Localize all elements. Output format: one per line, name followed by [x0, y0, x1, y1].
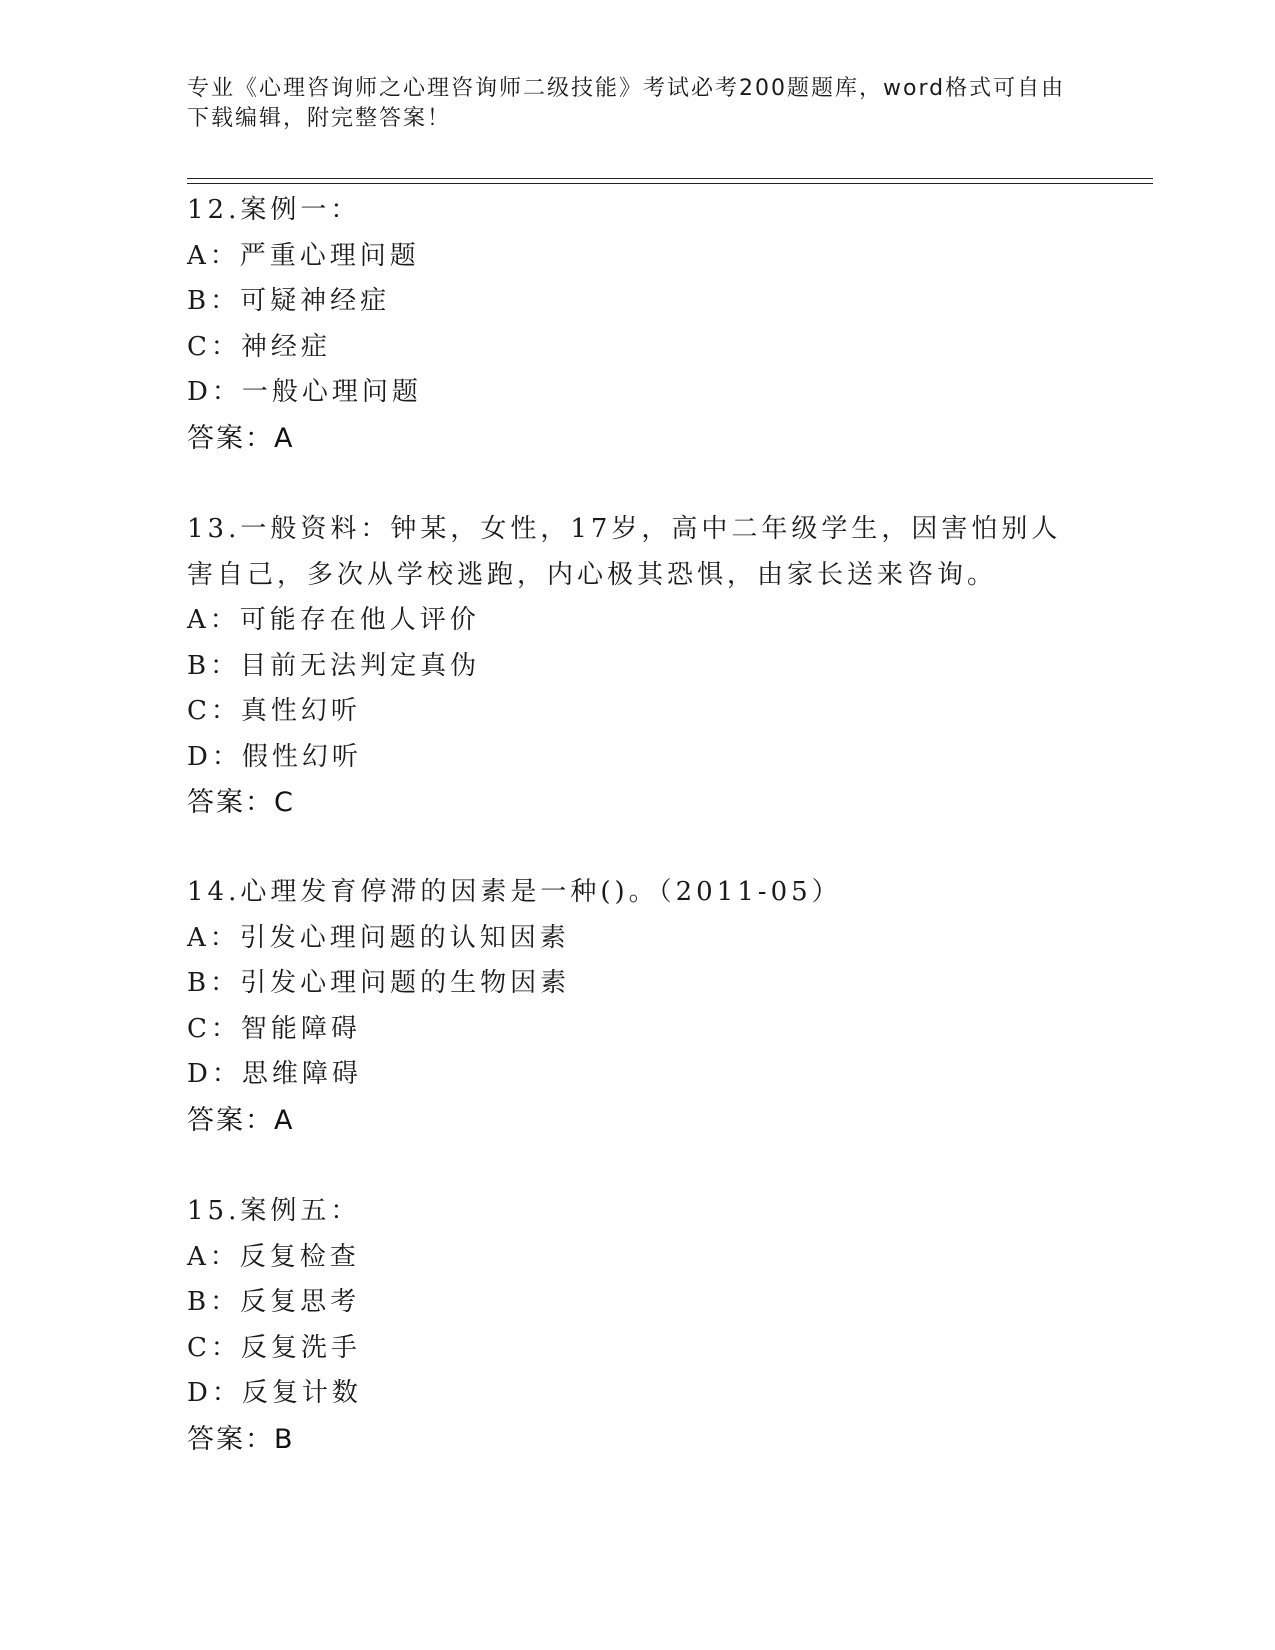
document-header: 专业《心理咨询师之心理咨询师二级技能》考试必考200题题库，word格式可自由下载编辑，附完整答案！: [187, 76, 1066, 131]
header-divider-top: [187, 178, 1153, 179]
answer-label: 答案：B: [187, 1423, 295, 1455]
option-d: D：一般心理问题: [187, 377, 422, 407]
option-c: C：神经症: [187, 331, 331, 362]
option-d: D：假性幻听: [187, 741, 362, 772]
option-a: A：可能存在他人评价: [187, 605, 480, 635]
question-stem: 13.一般资料：钟某，女性，17岁，高中二年级学生，因害怕别人害自己，多次从学校逃跑，内心极其恐惧，由家长送来咨询。: [187, 514, 1062, 590]
option-a: A：严重心理问题: [187, 240, 420, 271]
question-14: [187, 870, 1087, 1143]
option-b: B：可疑神经症: [187, 286, 391, 316]
option-d: D：思维障碍: [187, 1059, 362, 1089]
option-b: B：引发心理问题的生物因素: [187, 968, 571, 998]
header-divider-bottom: [187, 183, 1153, 184]
question-stem: 14.心理发育停滞的因素是一种()。（2011-05）: [187, 877, 842, 907]
question-13: [187, 507, 1087, 826]
option-c: C：真性幻听: [187, 696, 361, 726]
option-a: A：反复检查: [187, 1241, 360, 1272]
option-c: C：反复洗手: [187, 1332, 361, 1363]
question-stem: 12.案例一：: [187, 195, 361, 225]
answer-label: 答案：A: [187, 1104, 295, 1136]
option-d: D：反复计数: [187, 1378, 362, 1408]
answer-label: 答案：A: [187, 422, 295, 454]
question-15: [187, 1189, 1087, 1462]
option-b: B：反复思考: [187, 1287, 361, 1317]
answer-label: 答案：C: [187, 787, 295, 818]
option-b: B：目前无法判定真伪: [187, 650, 481, 681]
option-c: C：智能障碍: [187, 1013, 361, 1044]
option-a: A：引发心理问题的认知因素: [187, 922, 570, 953]
question-stem: 15.案例五：: [187, 1196, 361, 1226]
question-12: [187, 188, 1087, 461]
